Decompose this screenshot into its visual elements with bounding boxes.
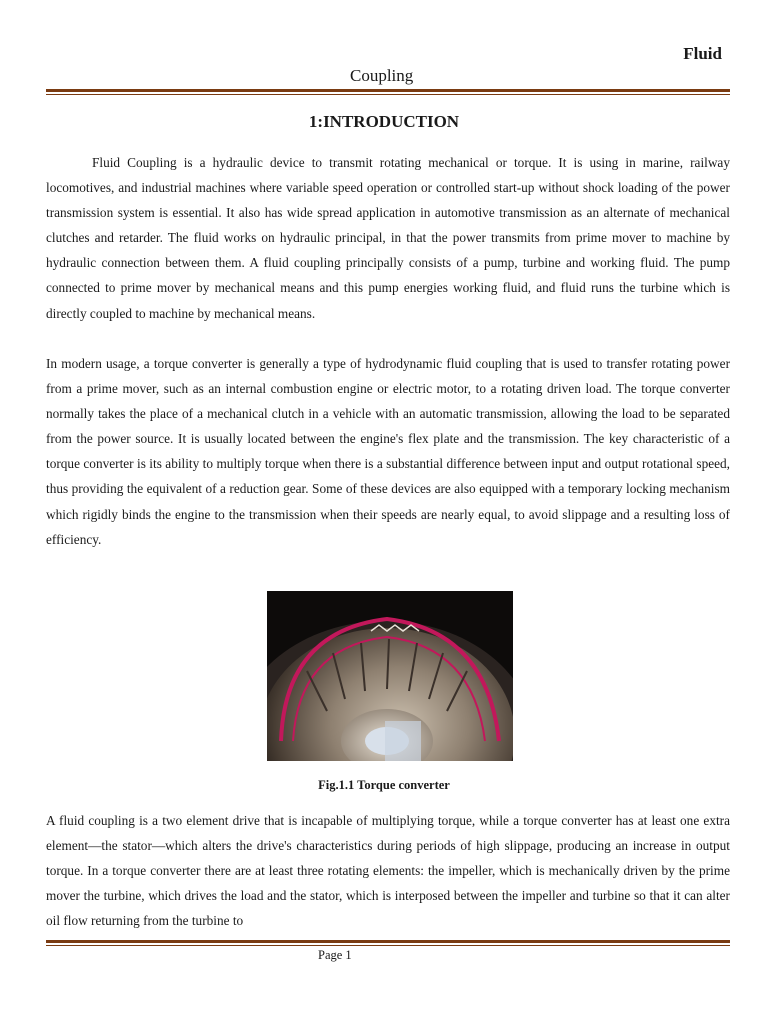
page-number: Page 1 (318, 948, 352, 962)
figure-caption: Fig.1.1 Torque converter (318, 778, 450, 792)
header-rule (46, 89, 730, 95)
torque-converter-cutaway-photo (267, 591, 513, 761)
paragraph-fluid-coupling: A fluid coupling is a two element drive that is incapable of multiplying torque, while a torque converter has at least one extra element—the stator—which alters the drive's characteristics during periods of high slippage, producing an increase in output torque. In a torque converter there are at least three rotating elements: the impeller, which is mechanically driven by the prime mover the turbine, which drives the load and the stator, which is interposed between the impeller and turbine so that it can alter oil flow returning from the turbine to (46, 813, 730, 929)
figure-torque-converter (267, 591, 513, 761)
paragraph-intro: Fluid Coupling is a hydraulic device to transmit rotating mechanical or torque. It is using in marine, railway locomotives, and industrial machines where variable speed operation or controlled start-up without shock loading of the power transmission system is essential. It also has wide spread application in automotive transmission as an alternate of mechanical clutches and retarder. The fluid works on hydraulic principal, in that the power transmits from prime mover to machine by hydraulic connection between them. A fluid coupling principally consists of a pump, turbine and working fluid. The pump connected to prime mover by mechanical means and this pump energies working fluid, and fluid runs the turbine which is directly coupled to machine by mechanical means. (46, 155, 730, 321)
footer-rule (46, 940, 730, 946)
section-heading: 1:INTRODUCTION (308, 112, 460, 131)
header-title-left: Coupling (350, 66, 414, 85)
paragraph-torque-converter: In modern usage, a torque converter is generally a type of hydrodynamic fluid coupling that is used to transfer rotating power from a prime mover, such as an internal combustion engine or electric motor, to a rotating driven load. The torque converter normally takes the place of a mechanical clutch in a vehicle with an automatic transmission, allowing the load to be separated from the power source. It is usually located between the engine's flex plate and the transmission. The key characteristic of a torque converter is its ability to multiply torque when there is a substantial difference between input and output rotational speed, thus providing the equivalent of a reduction gear. Some of these devices are also equipped with a temporary locking mechanism which rigidly binds the engine to the transmission when their speeds are nearly equal, to avoid slippage and a resulting loss of efficiency. (46, 356, 730, 547)
header-title-right: Fluid (683, 44, 722, 63)
